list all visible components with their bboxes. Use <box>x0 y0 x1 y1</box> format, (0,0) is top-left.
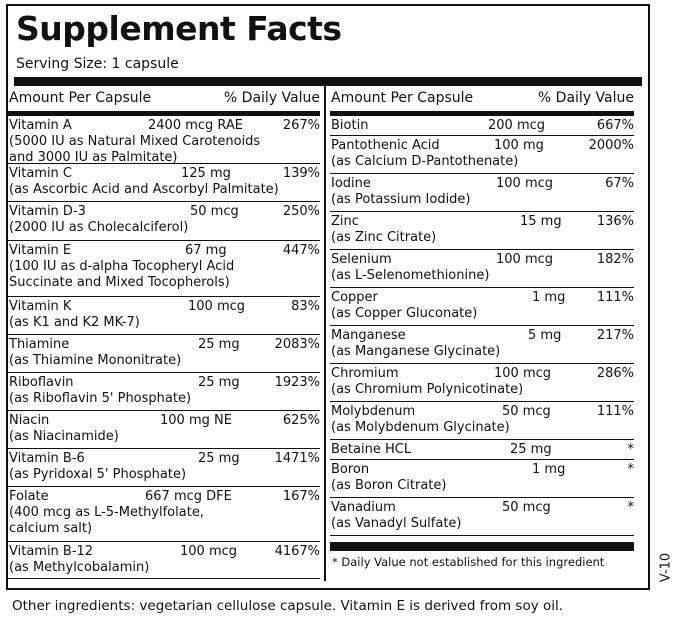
nutrient-source: (as Methylcobalamin) <box>9 560 150 575</box>
serving-size: Serving Size: 1 capsule <box>16 56 179 72</box>
nutrient-amount: 25 mg <box>198 337 240 352</box>
nutrient-amount: 25 mg <box>198 451 240 466</box>
nutrient-source: (as Riboflavin 5' Phosphate) <box>9 391 192 406</box>
left-nutrient-list <box>8 116 320 579</box>
nutrient-source: (as Boron Citrate) <box>331 478 447 493</box>
nutrient-row <box>330 288 634 326</box>
daily-value-header: % Daily Value <box>223 90 320 106</box>
nutrient-amount: 15 mg <box>520 214 562 229</box>
nutrient-amount: 2400 mcg RAE <box>148 118 244 133</box>
nutrient-name: Niacin <box>9 413 50 428</box>
nutrient-row <box>330 460 634 498</box>
nutrient-name: Manganese <box>331 328 406 343</box>
nutrient-source: (as Calcium D-Pantothenate) <box>331 154 519 169</box>
nutrient-name: Vitamin D-3 <box>9 204 86 219</box>
nutrient-name: Betaine HCL <box>331 442 412 457</box>
nutrient-source: (as Zinc Citrate) <box>331 230 437 245</box>
nutrient-daily-value: 250% <box>282 204 320 219</box>
nutrient-amount: 50 mcg <box>190 204 239 219</box>
other-ingredients: Other ingredients: vegetarian cellulose capsule. Vitamin E is derived from soy oil. <box>12 598 564 614</box>
nutrient-source: and 3000 IU as Palmitate) <box>9 150 178 165</box>
nutrient-amount: 50 mcg <box>502 404 551 419</box>
nutrient-source: (as Thiamine Mononitrate) <box>9 353 182 368</box>
nutrient-row <box>8 449 320 487</box>
nutrient-daily-value: * <box>627 500 634 515</box>
right-nutrient-list <box>330 116 634 536</box>
panel-title: Supplement Facts <box>16 9 342 48</box>
nutrient-amount: 1 mg <box>532 290 566 305</box>
nutrient-daily-value: 286% <box>596 366 634 381</box>
nutrient-source: (as Vanadyl Sulfate) <box>331 516 462 531</box>
nutrient-name: Zinc <box>331 214 359 229</box>
nutrient-row <box>330 440 634 460</box>
nutrient-row <box>8 202 320 241</box>
nutrient-row <box>8 542 320 579</box>
nutrient-row <box>330 212 634 250</box>
bottom-divider <box>330 542 634 551</box>
nutrient-amount: 5 mg <box>528 328 562 343</box>
nutrient-row <box>330 402 634 440</box>
right-column <box>330 85 634 536</box>
left-column <box>8 85 320 579</box>
nutrient-daily-value: 111% <box>596 404 634 419</box>
nutrient-source: (as K1 and K2 MK-7) <box>9 315 140 330</box>
nutrient-daily-value: 139% <box>282 166 320 181</box>
right-column-header <box>330 85 634 111</box>
nutrient-amount: 200 mcg <box>488 118 546 133</box>
nutrient-daily-value: 267% <box>282 118 320 133</box>
nutrient-amount: 125 mg <box>181 166 231 181</box>
nutrient-source: Succinate and Mixed Tocopherols) <box>9 275 230 290</box>
nutrient-row <box>8 335 320 373</box>
nutrient-source: calcium salt) <box>9 521 93 536</box>
nutrient-row <box>330 250 634 288</box>
nutrient-name: Vitamin C <box>9 166 73 181</box>
amount-per-capsule-header: Amount Per Capsule <box>9 90 152 106</box>
nutrient-row <box>8 373 320 411</box>
product-code: V-10 <box>658 552 674 583</box>
nutrient-name: Selenium <box>331 252 392 267</box>
nutrient-name: Molybdenum <box>331 404 416 419</box>
left-column-header <box>8 85 320 111</box>
nutrient-row <box>8 411 320 449</box>
nutrient-source: (100 IU as d-alpha Tocopheryl Acid <box>9 259 235 274</box>
nutrient-name: Vitamin B-6 <box>9 451 85 466</box>
nutrient-name: Vitamin K <box>9 299 72 314</box>
nutrient-source: (5000 IU as Natural Mixed Carotenoids <box>9 134 261 149</box>
nutrient-row <box>330 116 634 136</box>
nutrient-name: Riboflavin <box>9 375 74 390</box>
nutrient-amount: 100 mg NE <box>160 413 232 428</box>
nutrient-daily-value: 136% <box>596 214 634 229</box>
nutrient-row <box>8 164 320 202</box>
nutrient-name: Vitamin A <box>9 118 72 133</box>
nutrient-source: (2000 IU as Cholecalciferol) <box>9 220 189 235</box>
nutrient-amount: 1 mg <box>532 462 566 477</box>
daily-value-footnote: * Daily Value not established for this ingredient <box>332 555 605 569</box>
nutrient-daily-value: 167% <box>282 489 320 504</box>
nutrient-amount: 25 mg <box>510 442 552 457</box>
nutrient-name: Iodine <box>331 176 371 191</box>
nutrient-daily-value: 217% <box>596 328 634 343</box>
nutrient-name: Vitamin B-12 <box>9 544 94 559</box>
nutrient-name: Folate <box>9 489 49 504</box>
nutrient-daily-value: * <box>627 442 634 457</box>
nutrient-amount: 100 mg <box>494 138 544 153</box>
nutrient-amount: 100 mcg <box>180 544 238 559</box>
nutrient-row <box>330 364 634 402</box>
nutrient-row <box>8 241 320 297</box>
nutrient-daily-value: 2000% <box>588 138 634 153</box>
nutrient-name: Boron <box>331 462 370 477</box>
nutrient-amount: 50 mcg <box>502 500 551 515</box>
nutrient-name: Thiamine <box>9 337 70 352</box>
nutrient-source: (as Ascorbic Acid and Ascorbyl Palmitate) <box>9 182 279 197</box>
nutrient-daily-value: 1923% <box>274 375 320 390</box>
nutrient-name: Pantothenic Acid <box>331 138 440 153</box>
nutrient-row <box>330 498 634 536</box>
nutrient-amount: 67 mg <box>185 243 227 258</box>
nutrient-row <box>8 116 320 164</box>
nutrient-daily-value: 83% <box>291 299 320 314</box>
nutrient-daily-value: 1471% <box>274 451 320 466</box>
nutrient-name: Chromium <box>331 366 399 381</box>
nutrient-name: Vanadium <box>331 500 396 515</box>
nutrient-source: (as Copper Gluconate) <box>331 306 478 321</box>
nutrient-daily-value: 2083% <box>274 337 320 352</box>
nutrient-daily-value: 67% <box>605 176 634 191</box>
nutrient-daily-value: 447% <box>282 243 320 258</box>
nutrient-daily-value: 667% <box>596 118 634 133</box>
nutrient-source: (as Manganese Glycinate) <box>331 344 501 359</box>
nutrient-daily-value: * <box>627 462 634 477</box>
nutrient-amount: 100 mcg <box>496 252 554 267</box>
nutrient-amount: 667 mcg DFE <box>145 489 232 504</box>
nutrient-source: (as L-Selenomethionine) <box>331 268 490 283</box>
column-divider <box>324 85 326 581</box>
nutrient-source: (as Pyridoxal 5' Phosphate) <box>9 467 187 482</box>
amount-per-capsule-header: Amount Per Capsule <box>331 90 474 106</box>
nutrient-daily-value: 4167% <box>274 544 320 559</box>
nutrient-row <box>8 487 320 542</box>
daily-value-header: % Daily Value <box>537 90 634 106</box>
nutrient-row <box>330 326 634 364</box>
nutrient-daily-value: 625% <box>282 413 320 428</box>
nutrient-source: (as Niacinamide) <box>9 429 119 444</box>
nutrient-row <box>330 174 634 212</box>
nutrient-row <box>330 136 634 174</box>
nutrient-row <box>8 297 320 335</box>
nutrient-source: (400 mcg as L-5-Methylfolate, <box>9 505 204 520</box>
nutrient-source: (as Molybdenum Glycinate) <box>331 420 510 435</box>
nutrient-source: (as Potassium Iodide) <box>331 192 471 207</box>
nutrient-name: Copper <box>331 290 378 305</box>
nutrient-daily-value: 111% <box>596 290 634 305</box>
nutrient-source: (as Chromium Polynicotinate) <box>331 382 524 397</box>
nutrient-name: Vitamin E <box>9 243 72 258</box>
nutrient-name: Biotin <box>331 118 369 133</box>
nutrient-daily-value: 182% <box>596 252 634 267</box>
nutrient-amount: 100 mcg <box>494 366 552 381</box>
nutrient-amount: 100 mcg <box>496 176 554 191</box>
nutrient-amount: 100 mcg <box>188 299 246 314</box>
nutrient-amount: 25 mg <box>198 375 240 390</box>
